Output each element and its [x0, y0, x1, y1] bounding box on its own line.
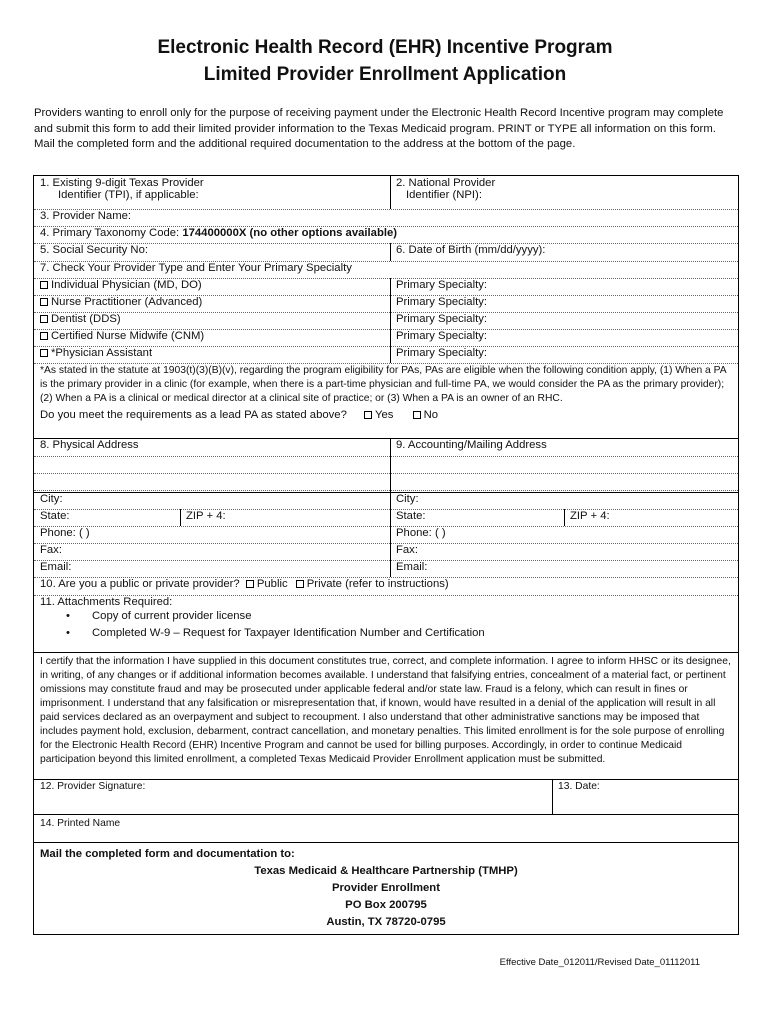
tpi-label: 1. Existing 9-digit Texas Provider	[40, 177, 204, 189]
public-private-question: 10. Are you a public or private provider?	[40, 578, 240, 590]
row-phone	[34, 526, 738, 544]
physical-state-field[interactable]	[34, 509, 180, 526]
specialty-label: Primary Specialty:	[396, 313, 488, 325]
npi-label-2: Identifier (NPI):	[406, 189, 482, 201]
pa-note	[34, 363, 738, 438]
taxonomy-value: 174400000X (no other options available)	[182, 227, 398, 239]
checkbox-icon[interactable]	[40, 281, 48, 289]
row-provider-type	[34, 278, 738, 296]
dob-field[interactable]	[390, 243, 738, 261]
mailing-org: Texas Medicaid & Healthcare Partnership (TMHP)	[254, 865, 518, 877]
row-provider-type	[34, 295, 738, 313]
mailing-block	[40, 846, 732, 931]
dob-label: 6. Date of Birth (mm/dd/yyyy):	[396, 244, 546, 256]
taxonomy-field	[34, 226, 738, 243]
physical-city-field[interactable]	[34, 492, 390, 509]
fax-label: Fax:	[40, 544, 62, 556]
yes-option[interactable]	[364, 409, 393, 421]
public-option[interactable]	[246, 578, 288, 590]
row-attachments	[34, 595, 738, 653]
specialty-field[interactable]	[390, 346, 738, 363]
row-provider-name	[34, 209, 738, 227]
specialty-field[interactable]	[390, 312, 738, 329]
row-ssn-dob	[34, 243, 738, 262]
physical-address-line[interactable]	[34, 456, 390, 473]
tpi-field[interactable]	[34, 176, 390, 209]
printed-name-label: 14. Printed Name	[40, 818, 121, 829]
city-label: City:	[40, 493, 63, 505]
mailing-city: Austin, TX 78720-0795	[326, 916, 446, 928]
row-city	[34, 492, 738, 510]
provider-name-field[interactable]	[34, 209, 738, 226]
mailing-address-label: 9. Accounting/Mailing Address	[396, 439, 547, 451]
checkbox-icon[interactable]	[413, 411, 421, 419]
row-address-line	[34, 473, 738, 491]
attachment-item	[40, 610, 732, 627]
provider-type-label: Dentist (DDS)	[51, 313, 121, 325]
attachments-section	[34, 595, 738, 652]
mailing-dept: Provider Enrollment	[332, 882, 440, 894]
physical-fax-field[interactable]	[34, 543, 390, 560]
fax-label: Fax:	[396, 544, 418, 556]
certification-text: I certify that the information I have supplied in this document constitutes true, correct, and complete information. I agree to inform HHSC or its designee, in writing, of any changes or if additional information becomes available. I understand that falsifying entries, concealment of a material fact, or pertinent omissions may constitute fraud and may be prosecuted under applicable federal and/or state law. Fraud is a felony, which can result in fines or imprisonment. I understand that any falsification or misrepresentation that, if known, would have resulted in a denial of the application will result in all paid services declared as an overpayment and subject to recoupment. I also understand that other administrative sanctions may be imposed that includes payment hold, exclusion, debarment, contract cancellation, and monetary penalties. This limited enrollment is for the sole purpose of enrolling for the Electronic Health Record (EHR) Incentive Program and cannot be used for billing purposes. Accordingly, in order to continue Medicaid participation beyond this limited enrollment, a completed Texas Medicaid Provider Enrollment application must be submitted.	[40, 656, 731, 765]
private-option[interactable]	[296, 578, 449, 590]
attachment-item	[40, 627, 732, 644]
attachments-label: 11. Attachments Required:	[40, 596, 173, 608]
provider-type-option[interactable]	[34, 312, 390, 329]
phone-label: Phone: ( )	[40, 527, 90, 539]
enrollment-form	[33, 175, 739, 935]
email-label: Email:	[396, 561, 428, 573]
mailing-heading: Mail the completed form and documentation to:	[40, 848, 295, 860]
phone-label: Phone: ( )	[396, 527, 446, 539]
checkbox-icon[interactable]	[40, 349, 48, 357]
provider-type-option[interactable]	[34, 278, 390, 295]
state-label: State:	[40, 510, 70, 522]
row-state	[34, 509, 738, 527]
row-tpi-npi	[34, 176, 738, 210]
mailing-email-field[interactable]	[390, 560, 738, 577]
provider-type-label: *Physician Assistant	[51, 347, 153, 359]
row-mailing	[34, 842, 738, 932]
signature-label: 12. Provider Signature:	[40, 781, 146, 792]
checkbox-icon[interactable]	[40, 298, 48, 306]
mailing-fax-field[interactable]	[390, 543, 738, 560]
provider-type-option[interactable]	[34, 295, 390, 312]
checkbox-icon[interactable]	[246, 580, 254, 588]
bullet-icon: •	[66, 610, 70, 622]
ssn-label: 5. Social Security No:	[40, 244, 148, 256]
attachment-text: Completed W-9 – Request for Taxpayer Identification Number and Certification	[92, 627, 485, 639]
pa-question	[40, 408, 732, 422]
form-title	[0, 34, 770, 88]
printed-name-field[interactable]	[34, 814, 738, 842]
physical-email-field[interactable]	[34, 560, 390, 577]
pa-note-text: *As stated in the statute at 1903(t)(3)(B)(v), regarding the program eligibility for PAs, PAs are eligible when the following condition apply, (1) When a PA is the primary provider in a clinic (for example, when there is a part-time physician and full-time PA, we would consider the PA as the primary provider); (2) When a PA is a clinical or medical director at a clinical site of practice; or (3) When a PA is an owner of an RHC.	[40, 365, 727, 404]
signature-field[interactable]	[34, 779, 552, 814]
row-signature	[34, 779, 738, 815]
mailing-state-field[interactable]	[390, 509, 564, 526]
mailing-address-line[interactable]	[390, 473, 738, 490]
checkbox-icon[interactable]	[40, 332, 48, 340]
email-label: Email:	[40, 561, 72, 573]
title-line-1: Electronic Health Record (EHR) Incentive Program	[157, 37, 613, 58]
npi-label: 2. National Provider	[396, 177, 496, 189]
specialty-field[interactable]	[390, 329, 738, 346]
mailing-po-box: PO Box 200795	[345, 899, 427, 911]
effective-date: Effective Date_012011/Revised Date_01112011	[499, 957, 700, 968]
provider-type-option[interactable]	[34, 329, 390, 346]
row-pa-note	[34, 363, 738, 439]
row-printed-name	[34, 814, 738, 843]
bullet-icon: •	[66, 627, 70, 639]
mailing-phone-field[interactable]	[390, 526, 738, 543]
row-public-private	[34, 577, 738, 596]
row-provider-type	[34, 312, 738, 330]
physical-address-line[interactable]	[34, 473, 390, 490]
specialty-field[interactable]	[390, 278, 738, 295]
zip-label: ZIP + 4:	[186, 510, 226, 522]
specialty-field[interactable]	[390, 295, 738, 312]
checkbox-icon[interactable]	[40, 315, 48, 323]
provider-type-label: Nurse Practitioner (Advanced)	[51, 296, 203, 308]
row-provider-type-header	[34, 261, 738, 279]
pa-question-text: Do you meet the requirements as a lead PA as stated above?	[40, 409, 347, 421]
physical-zip-field[interactable]	[180, 509, 390, 526]
tpi-label-2: Identifier (TPI), if applicable:	[58, 189, 199, 201]
mailing-city-field[interactable]	[390, 492, 738, 509]
row-provider-type	[34, 329, 738, 347]
row-address-line	[34, 456, 738, 474]
zip-label: ZIP + 4:	[570, 510, 610, 522]
provider-type-label: Individual Physician (MD, DO)	[51, 279, 202, 291]
checkbox-icon[interactable]	[296, 580, 304, 588]
row-fax	[34, 543, 738, 561]
mailing-address-line[interactable]	[390, 456, 738, 473]
specialty-label: Primary Specialty:	[396, 296, 488, 308]
yes-label: Yes	[375, 409, 394, 421]
attachment-text: Copy of current provider license	[92, 610, 252, 622]
row-taxonomy	[34, 226, 738, 244]
npi-field[interactable]	[390, 176, 738, 209]
provider-type-heading: 7. Check Your Provider Type and Enter Your Primary Specialty	[40, 262, 352, 274]
intro-paragraph: Providers wanting to enroll only for the purpose of receiving payment under the Electronic Health Record Incentive program may complete and submit this form to add their limited provider information to the Texas Medicaid program. PRINT or TYPE all information on this form. Mail the completed form and the additional required documentation to the address at the bottom of the page.	[34, 107, 724, 150]
row-provider-type	[34, 346, 738, 364]
no-label: No	[423, 409, 439, 421]
physical-address-label: 8. Physical Address	[40, 439, 139, 451]
provider-type-option[interactable]	[34, 346, 390, 363]
provider-name-label: 3. Provider Name:	[40, 210, 132, 222]
taxonomy-label: 4. Primary Taxonomy Code:	[40, 227, 183, 239]
ssn-field[interactable]	[34, 243, 390, 261]
physical-phone-field[interactable]	[34, 526, 390, 543]
date-field[interactable]	[552, 779, 738, 814]
checkbox-icon[interactable]	[364, 411, 372, 419]
row-certification	[34, 652, 738, 780]
state-label: State:	[396, 510, 426, 522]
private-label: Private (refer to instructions)	[306, 578, 449, 590]
city-label: City:	[396, 493, 419, 505]
date-label: 13. Date:	[558, 781, 600, 792]
public-private-field	[34, 577, 738, 595]
provider-type-label: Certified Nurse Midwife (CNM)	[51, 330, 205, 342]
specialty-label: Primary Specialty:	[396, 347, 488, 359]
no-option[interactable]	[413, 409, 438, 421]
mailing-zip-field[interactable]	[564, 509, 738, 526]
public-label: Public	[256, 578, 288, 590]
specialty-label: Primary Specialty:	[396, 279, 488, 291]
row-email	[34, 560, 738, 578]
specialty-label: Primary Specialty:	[396, 330, 488, 342]
row-address-header	[34, 438, 738, 457]
title-line-2: Limited Provider Enrollment Application	[203, 64, 567, 85]
